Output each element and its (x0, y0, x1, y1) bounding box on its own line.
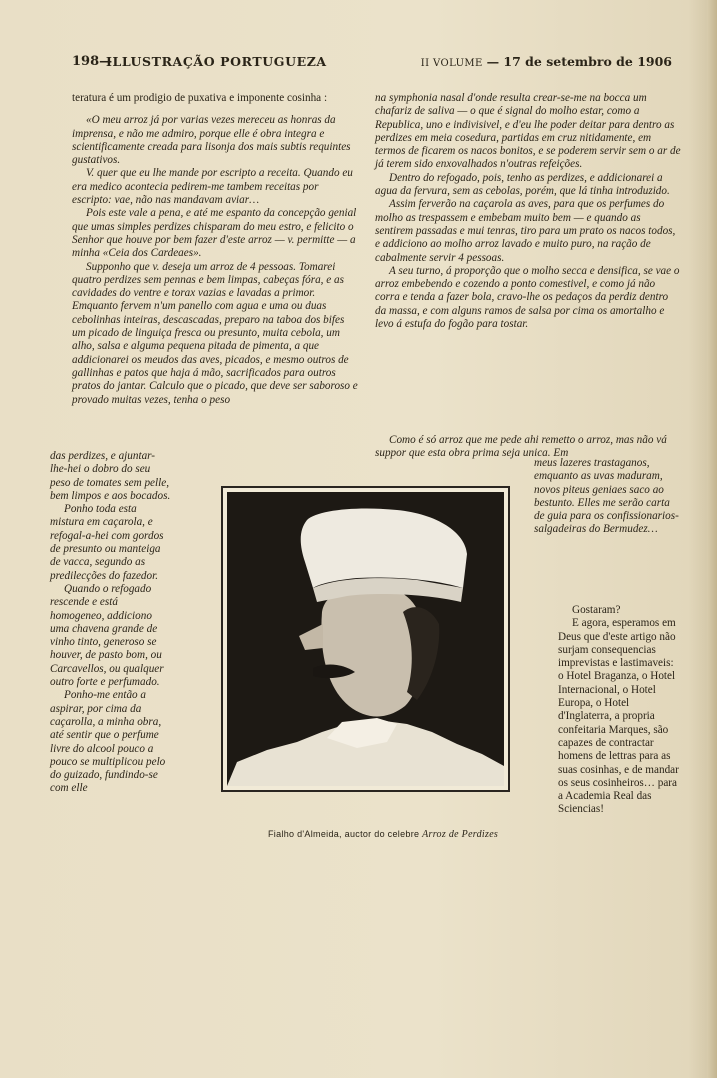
paragraph: Assim ferverão na caçarola as aves, para que os perfumes do molho as trespassem e embebam muito bem — e quando as sentirem passadas e mui tenras, tiro para um prato os nacos todos, e addiciono ao molho arroz lavado e muito puro, na ração de cabalmente servir 4 pessoas. (375, 198, 676, 264)
paragraph: na symphonia nasal d'onde resulta crear-se-me na bocca um chafariz de saliva — o que é signal do molho estar, como a Republica, uno e indivisivel, e d'eu lhe poder deitar para dentro as perdizes em meia cosedura, partidas em cruz nitidamente, em termos de ficarem os nacos bonitos, e se poderem servir sem o ar de já terem sido enxovalhados n'outras refeições. (375, 92, 681, 171)
issue-info (421, 54, 672, 69)
paragraph: meus lazeres trastaganos, emquanto as uvas maduram, novos piteus geniaes saco ao bestunto. Elles me serão carta de guia para os confissionarios-salgadeiras do Bermudez… (534, 457, 679, 536)
paragraph: Gostaram? (572, 604, 621, 616)
paragraph: Ponho-me então a aspirar, por cima da caçarolla, a minha obra, até sentir que o perfume livre do alcool pouco a pouco se multiplicou pelo do guizado, fundindo-se com elle (50, 689, 166, 795)
paragraph: V. quer que eu lhe mande por escripto a receita. Quando eu era medico acontecia pedirem-me tambem receitas por escripto: vae, não nas mandavam aviar… (72, 167, 353, 207)
paragraph: teratura é um prodigio de puxativa e imponente cosinha : (72, 92, 328, 104)
publication-title: ILLUSTRAÇÃO PORTUGUEZA (106, 54, 327, 69)
issue-date: — 17 de setembro de 1906 (486, 54, 672, 69)
photo-caption (268, 829, 558, 840)
paragraph: Ponho toda esta mistura em caçarola, e refogal-a-hei com gordos de presunto ou manteiga de vacca, segundo as predilecções do fazedor. (50, 503, 164, 582)
page-number: 198— (72, 54, 113, 69)
paragraph: Dentro do refogado, pois, tenho as perdizes, e addicionarei a agua da fervura, sem as cebolas, porém, que lá tinha introduzido. (375, 171, 670, 198)
portrait-image (227, 492, 504, 786)
portrait-frame (221, 486, 510, 792)
paragraph: Supponho que v. deseja um arroz de 4 pessoas. Tomarei quatro perdizes sem pennas e bem limpas, cabeças fóra, e as cavidades do ventre e torax vazias e lavadas a primor. Emquanto fervem n'um panello com agua e uma ou duas cebolinhas inteiras, descascadas, preparo na taboa dos bifes um picado de linguiça fresca ou presunto, muita cebola, um alho, salsa e alguma pequena pitada de pimenta, a que addicionarei os meudos das aves, picados, e mesmo outros de gallinhas e patos que haja á mão, sacrificados para outros pratos do jantar. Calculo que o picado, que deve ser saboroso e provado muitas vezes, tenha o peso (72, 260, 358, 406)
paragraph: Como é só arroz que me pede ahi remetto o arroz, mas não vá suppor que esta obra prima seja unica. Em (375, 434, 667, 460)
volume-label: II VOLUME (420, 58, 483, 69)
paragraph: A seu turno, á proporção que o molho secca e densifica, se vae o arroz embebendo e cozendo a ponto comestivel, e como já não corra e tenda a fazer bola, cravo-lhe os pedaços da perdiz dentro da massa, e com alguns ramos de salsa por cima os amortalho e levo á estufa do fogão para tostar. (375, 264, 680, 331)
caption-title: Arroz de Perdizes (422, 829, 499, 840)
page-header (72, 54, 672, 74)
caption-text: Fialho d'Almeida, auctor do celebre (268, 829, 420, 839)
right-column-top (375, 92, 681, 331)
paragraph: «O meu arroz já por varias vezes mereceu as honras da imprensa, e não me admiro, porque elle é obra integra e scientificamente creada para lisonja dos mais subtis requintes gustativos. (72, 114, 351, 167)
portrait-photo (227, 492, 504, 786)
page-edge (707, 0, 717, 1078)
paragraph: E agora, esperamos em Deus que d'este artigo não surjam consequencias imprevistas e lastimaveis: o Hotel Braganza, o Hotel Internacional, o Hotel Europa, o Hotel d'Inglaterra, a propria confeitaria Marques, são capazes de contractar homens de lettras para as suas cosinhas, e de mandar os seus cosinheiros… para a Academia Real das Sciencias! (558, 617, 679, 816)
paragraph: das perdizes, e ajuntar-lhe-hei o dobro do seu peso de tomates sem pelle, bem limpos e aos bocados. (50, 450, 171, 502)
left-column-top (72, 92, 358, 407)
right-column-wrap (534, 457, 680, 537)
left-column-bottom (50, 450, 172, 796)
right-column-end (558, 604, 680, 817)
paragraph: Quando o refogado rescende e está homogeneo, addiciono uma chavena grande de vinho tinto, generoso se houver, de pasto bom, ou Carcavellos, ou qualquer outro forte e perfumado. (50, 582, 164, 689)
paragraph: Pois este vale a pena, e até me espanto da concepção genial que umas simples perdizes chisparam do meu estro, e felicito o Senhor que houve por bem fazer d'este arroz — v. permitte — a minha «Ceia dos Cardeaes». (72, 207, 357, 260)
